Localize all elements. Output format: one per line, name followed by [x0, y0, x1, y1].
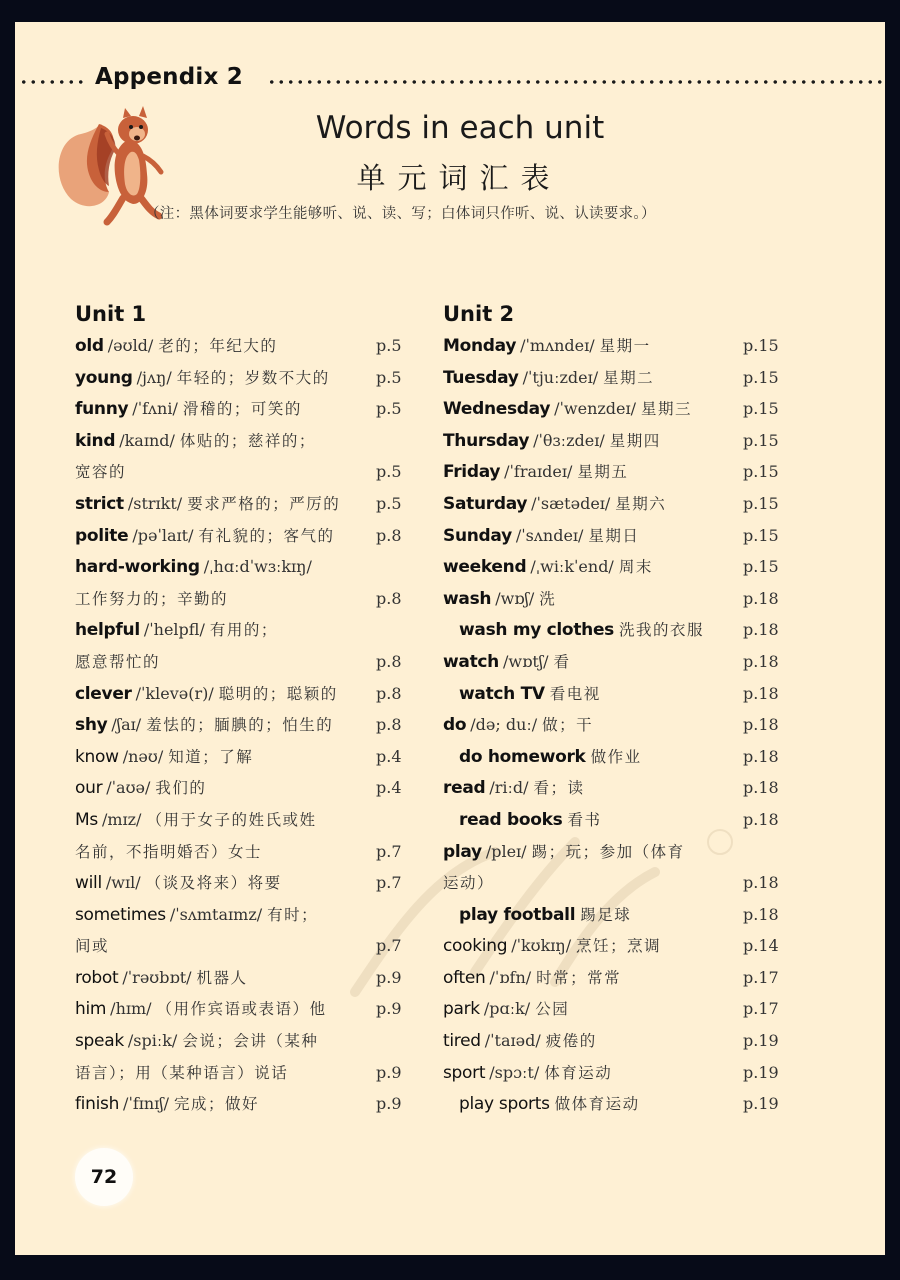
- vocab-entry: [75, 393, 405, 425]
- vocab-entry: [443, 583, 783, 615]
- vocab-entry: [443, 899, 783, 931]
- vocab-entry: [75, 551, 405, 583]
- vocab-meaning: 做；干: [542, 716, 594, 735]
- vocab-page-ref: p.8: [376, 651, 402, 671]
- vocab-page-ref: p.17: [743, 999, 779, 1019]
- vocab-page-ref: p.18: [743, 873, 779, 893]
- vocab-meaning: （谈及将来）将要: [145, 874, 282, 893]
- page-number: 72: [75, 1148, 133, 1206]
- vocab-entry-continuation: [75, 456, 405, 488]
- vocab-page-ref: p.8: [376, 683, 402, 703]
- vocab-page-ref: p.15: [743, 493, 779, 513]
- vocab-meaning: 要求严格的；严厉的: [187, 494, 341, 513]
- vocab-meaning: 聪明的；聪颖的: [218, 684, 338, 703]
- vocab-phonetic: /ˈwenzdeɪ/: [554, 399, 637, 419]
- vocab-entry: [443, 1025, 783, 1057]
- vocab-meaning: 年轻的；岁数不大的: [176, 368, 330, 387]
- vocab-entry: [75, 993, 405, 1025]
- vocab-entry: [75, 804, 405, 836]
- vocab-entry: [443, 962, 783, 994]
- vocab-word: play sports: [459, 1094, 550, 1115]
- vocab-meaning: 周末: [618, 558, 653, 577]
- vocab-phonetic: /ˈkʊkɪŋ/: [511, 936, 572, 956]
- vocab-entry: [443, 709, 783, 741]
- vocab-entry: [75, 614, 405, 646]
- vocab-page-ref: p.8: [376, 588, 402, 608]
- vocab-word: speak: [75, 1031, 124, 1052]
- vocab-meaning: 星期一: [599, 337, 651, 355]
- dotted-line-left: [19, 80, 83, 84]
- vocab-entry: [443, 330, 783, 362]
- vocab-phonetic: /əʊld/: [107, 336, 154, 355]
- vocab-phonetic: /hɪm/: [110, 999, 152, 1019]
- vocab-phonetic: /ʃaɪ/: [111, 715, 142, 735]
- vocab-word: wash my clothes: [459, 620, 614, 641]
- vocab-phonetic: /kaɪnd/: [119, 430, 175, 450]
- vocab-word: do: [443, 715, 467, 736]
- vocab-word: watch TV: [459, 683, 545, 704]
- vocab-entry-continuation: [443, 867, 783, 899]
- vocab-phonetic: /ˈaʊə/: [106, 778, 151, 798]
- vocab-meaning: 看；读: [533, 779, 585, 798]
- page-title-chinese: 单元词汇表: [356, 161, 562, 195]
- vocab-entry: [443, 836, 783, 868]
- vocab-entry: [75, 962, 405, 994]
- vocab-entry: [443, 993, 783, 1025]
- vocab-word: our: [75, 778, 103, 799]
- vocab-page-ref: p.5: [376, 367, 402, 387]
- vocab-page-ref: p.17: [743, 967, 779, 987]
- vocab-meaning: 公园: [535, 1000, 570, 1019]
- vocab-entry: [443, 930, 783, 962]
- vocab-word: finish: [75, 1094, 120, 1115]
- vocab-meaning: 运动）: [443, 874, 495, 893]
- dotted-line-right: [267, 80, 885, 84]
- unit-1-column: [75, 298, 405, 1120]
- vocab-meaning: 星期日: [588, 526, 640, 545]
- vocab-phonetic: /wɒʃ/: [495, 588, 535, 608]
- vocab-page-ref: p.18: [743, 588, 779, 608]
- vocab-entry: [75, 330, 405, 362]
- vocab-word: shy: [75, 715, 108, 736]
- vocab-entry: [75, 709, 405, 741]
- vocab-phonetic: /ˈsʌmtaɪmz/: [169, 904, 263, 924]
- vocab-phonetic: /riːd/: [489, 778, 529, 798]
- vocab-page-ref: p.14: [743, 936, 779, 956]
- vocab-word: cooking: [443, 936, 508, 957]
- vocab-word: sometimes: [75, 904, 166, 925]
- vocab-entry-continuation: [75, 583, 405, 615]
- vocab-word: sport: [443, 1062, 486, 1083]
- vocab-page-ref: p.15: [743, 557, 779, 577]
- vocab-phonetic: /pleɪ/: [485, 841, 527, 861]
- vocab-word: kind: [75, 430, 116, 451]
- vocab-meaning: 愿意帮忙的: [75, 652, 161, 671]
- vocab-entry: [75, 425, 405, 457]
- vocab-entry: [443, 614, 783, 646]
- vocab-meaning: 洗我的衣服: [619, 621, 705, 640]
- vocab-word: Monday: [443, 336, 517, 356]
- vocab-entry: [443, 741, 783, 773]
- vocab-phonetic: /ˈhelpfl/: [143, 620, 205, 640]
- vocab-phonetic: /ˈsʌndeɪ/: [515, 525, 584, 545]
- vocab-word: Tuesday: [443, 367, 519, 388]
- vocab-meaning: 工作努力的；辛勤的: [75, 589, 229, 608]
- appendix-label: Appendix 2: [95, 64, 243, 90]
- vocab-word: old: [75, 336, 104, 356]
- vocab-entry: [443, 804, 783, 836]
- vocab-phonetic: /pəˈlaɪt/: [132, 525, 194, 545]
- vocab-word: will: [75, 873, 102, 894]
- vocab-phonetic: /wɒtʃ/: [502, 651, 549, 671]
- vocab-entry-continuation: [75, 1057, 405, 1089]
- vocab-meaning: （用于女子的姓氏或姓: [146, 810, 317, 829]
- vocab-meaning: 星期六: [615, 494, 667, 513]
- vocab-entry: [75, 362, 405, 394]
- vocab-entry: [443, 678, 783, 710]
- vocab-page-ref: p.15: [743, 430, 779, 450]
- vocab-meaning: 做作业: [590, 747, 642, 766]
- vocab-entry: [443, 1057, 783, 1089]
- unit-1-word-list: [75, 330, 405, 1120]
- vocab-page-ref: p.18: [743, 809, 779, 829]
- vocab-word: do homework: [459, 746, 586, 767]
- vocab-page-ref: p.5: [376, 399, 402, 419]
- vocab-entry: [75, 899, 405, 931]
- vocab-meaning: 看: [553, 652, 571, 671]
- vocab-page-ref: p.18: [743, 651, 779, 671]
- vocab-word: read books: [459, 809, 563, 830]
- vocab-page-ref: p.9: [376, 999, 402, 1019]
- vocab-page-ref: p.15: [743, 399, 779, 419]
- vocab-entry: [75, 488, 405, 520]
- vocab-word: tired: [443, 1031, 481, 1052]
- vocab-word: weekend: [443, 557, 527, 578]
- vocab-entry: [75, 741, 405, 773]
- textbook-page: [15, 22, 885, 1255]
- vocab-meaning: 看电视: [549, 684, 601, 703]
- vocab-page-ref: p.5: [376, 462, 402, 482]
- page-title-english: Words in each unit: [315, 110, 605, 146]
- vocab-meaning: 名前，不指明婚否）女士: [75, 842, 263, 861]
- vocab-page-ref: p.4: [376, 778, 402, 798]
- vocab-phonetic: /ˈfʌni/: [132, 399, 178, 419]
- vocab-word: play football: [459, 904, 576, 925]
- vocab-meaning: （用作宾语或表语）他: [156, 1000, 327, 1019]
- vocab-entry: [443, 772, 783, 804]
- vocab-word: young: [75, 367, 133, 388]
- vocab-page-ref: p.19: [743, 1031, 779, 1051]
- vocab-meaning: 星期五: [577, 463, 629, 482]
- vocab-word: often: [443, 967, 486, 988]
- vocab-meaning: 机器人: [196, 968, 248, 987]
- vocab-page-ref: p.9: [376, 1094, 402, 1114]
- vocab-entry: [443, 488, 783, 520]
- vocab-word: him: [75, 999, 107, 1020]
- vocab-meaning: 羞怯的；腼腆的；怕生的: [146, 716, 334, 735]
- vocab-meaning: 完成；做好: [174, 1095, 260, 1114]
- vocab-entry: [75, 1025, 405, 1057]
- vocab-meaning: 看书: [567, 810, 602, 829]
- vocab-meaning: 体贴的；慈祥的；: [179, 431, 316, 450]
- vocab-phonetic: /strɪkt/: [127, 493, 183, 513]
- unit-2-word-list: [443, 330, 783, 1120]
- vocab-entry: [75, 520, 405, 552]
- vocab-entry-continuation: [75, 646, 405, 678]
- vocab-page-ref: p.18: [743, 683, 779, 703]
- vocab-phonetic: /pɑːk/: [483, 999, 531, 1019]
- vocab-phonetic: /spɔːt/: [489, 1062, 540, 1082]
- vocab-page-ref: p.15: [743, 367, 779, 387]
- vocab-entry: [443, 362, 783, 394]
- vocab-meaning: 宽容的: [75, 463, 127, 482]
- vocab-word: helpful: [75, 620, 140, 641]
- vocab-entry: [443, 393, 783, 425]
- vocab-entry: [75, 1088, 405, 1120]
- vocab-word: Saturday: [443, 493, 528, 514]
- vocab-meaning: 做体育运动: [554, 1095, 640, 1114]
- vocab-word: watch: [443, 651, 499, 672]
- vocab-page-ref: p.5: [376, 336, 402, 355]
- vocab-meaning: 星期四: [609, 431, 661, 450]
- vocab-entry: [75, 678, 405, 710]
- vocab-meaning: 烹饪；烹调: [576, 937, 662, 956]
- vocab-phonetic: /ˈθɜːzdeɪ/: [533, 430, 605, 450]
- vocab-meaning: 踢；玩；参加（体育: [531, 842, 685, 861]
- vocab-page-ref: p.18: [743, 620, 779, 640]
- vocab-page-ref: p.5: [376, 493, 402, 513]
- vocab-meaning: 间或: [75, 937, 110, 956]
- vocab-page-ref: p.9: [376, 1062, 402, 1082]
- vocab-page-ref: p.19: [743, 1094, 779, 1114]
- vocab-meaning: 滑稽的；可笑的: [182, 400, 302, 419]
- vocab-page-ref: p.18: [743, 778, 779, 798]
- vocab-entry-continuation: [75, 836, 405, 868]
- vocab-meaning: 有时；: [267, 905, 319, 924]
- unit-2-heading: Unit 2: [443, 302, 515, 326]
- vocab-meaning: 体育运动: [544, 1063, 613, 1082]
- vocab-meaning: 星期二: [603, 368, 655, 387]
- vocab-page-ref: p.19: [743, 1062, 779, 1082]
- vocab-phonetic: /ˈfraɪdeɪ/: [504, 462, 573, 482]
- vocab-word: Sunday: [443, 525, 512, 546]
- vocab-entry: [443, 646, 783, 678]
- vocab-phonetic: /mɪz/: [101, 809, 142, 829]
- vocab-phonetic: /ˈrəʊbɒt/: [122, 967, 192, 987]
- vocab-phonetic: /wɪl/: [105, 873, 141, 893]
- vocab-phonetic: /spiːk/: [127, 1031, 178, 1051]
- vocab-word: park: [443, 999, 480, 1020]
- vocab-meaning: 有礼貌的；客气的: [198, 526, 335, 545]
- vocab-meaning: 疲倦的: [545, 1032, 597, 1051]
- vocab-word: wash: [443, 588, 492, 609]
- vocab-phonetic: /ˌwiːkˈend/: [530, 557, 614, 577]
- vocab-entry: [443, 1088, 783, 1120]
- vocab-page-ref: p.18: [743, 746, 779, 766]
- vocab-meaning: 会说；会讲（某种: [182, 1032, 319, 1051]
- vocab-phonetic: /ˈklevə(r)/: [135, 683, 214, 703]
- vocab-page-ref: p.7: [376, 873, 402, 893]
- vocab-meaning: 星期三: [641, 400, 693, 419]
- vocab-phonetic: /jʌŋ/: [136, 367, 172, 387]
- vocab-meaning: 语言）；用（某种语言）说话: [75, 1063, 289, 1082]
- usage-note: （注：黑体词要求学生能够听、说、读、写；白体词只作听、说、认读要求。）: [145, 206, 656, 222]
- vocab-meaning: 知道；了解: [168, 747, 254, 766]
- vocab-page-ref: p.8: [376, 715, 402, 735]
- vocab-page-ref: p.15: [743, 336, 779, 355]
- vocab-phonetic: /ˈfɪnɪʃ/: [123, 1094, 170, 1114]
- vocab-word: Ms: [75, 809, 98, 830]
- vocab-entry: [75, 772, 405, 804]
- vocab-word: know: [75, 746, 119, 767]
- vocab-page-ref: p.7: [376, 841, 402, 861]
- vocab-meaning: 老的；年纪大的: [158, 337, 278, 355]
- vocab-phonetic: /ˈtaɪəd/: [484, 1031, 541, 1051]
- vocab-phonetic: /ˈɒfn/: [489, 967, 532, 987]
- vocab-entry: [75, 867, 405, 899]
- vocab-phonetic: /də; duː/: [470, 715, 538, 735]
- vocab-page-ref: p.18: [743, 715, 779, 735]
- vocab-phonetic: /ˈsætədeɪ/: [531, 493, 611, 513]
- vocab-page-ref: p.15: [743, 525, 779, 545]
- vocab-page-ref: p.4: [376, 746, 402, 766]
- vocab-phonetic: /ˈtjuːzdeɪ/: [522, 367, 599, 387]
- vocab-page-ref: p.8: [376, 525, 402, 545]
- unit-2-column: [443, 298, 783, 1120]
- vocab-phonetic: /nəʊ/: [122, 746, 164, 766]
- vocab-phonetic: /ˈmʌndeɪ/: [520, 336, 595, 355]
- vocab-word: Thursday: [443, 430, 530, 451]
- vocab-page-ref: p.9: [376, 967, 402, 987]
- vocab-meaning: 洗: [539, 589, 557, 608]
- vocab-meaning: 我们的: [155, 779, 207, 798]
- vocab-entry: [443, 520, 783, 552]
- vocab-word: hard-working: [75, 557, 200, 578]
- unit-1-heading: Unit 1: [75, 302, 147, 326]
- vocab-entry: [443, 456, 783, 488]
- vocab-phonetic: /ˌhɑːdˈwɜːkɪŋ/: [203, 557, 312, 577]
- vocab-word: read: [443, 778, 486, 799]
- vocab-word: robot: [75, 967, 119, 988]
- vocab-meaning: 时常；常常: [536, 968, 622, 987]
- vocab-page-ref: p.18: [743, 904, 779, 924]
- vocab-entry: [443, 425, 783, 457]
- vocab-page-ref: p.15: [743, 462, 779, 482]
- vocab-meaning: 有用的；: [209, 621, 278, 640]
- vocab-word: funny: [75, 399, 129, 420]
- vocab-word: Wednesday: [443, 399, 551, 420]
- vocab-word: clever: [75, 683, 132, 704]
- vocab-entry-continuation: [75, 930, 405, 962]
- vocab-meaning: 踢足球: [580, 905, 632, 924]
- vocab-entry: [443, 551, 783, 583]
- vocab-page-ref: p.7: [376, 936, 402, 956]
- vocab-word: play: [443, 841, 482, 862]
- vocab-word: polite: [75, 525, 129, 546]
- vocab-word: strict: [75, 493, 124, 514]
- vocab-word: Friday: [443, 462, 501, 483]
